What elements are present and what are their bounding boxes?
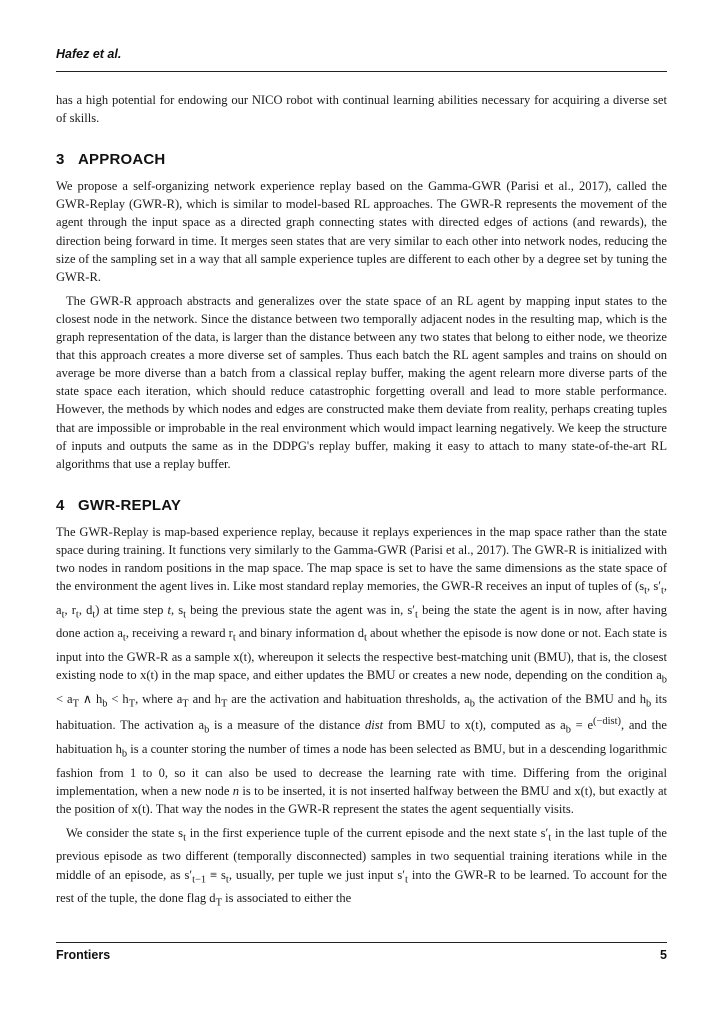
section-4-title: GWR-REPLAY <box>78 496 182 514</box>
running-header: Hafez et al. <box>56 47 122 61</box>
section-4-paragraph-1: The GWR-Replay is map-based experience replay, because it replays experiences in the map space rather than the state space during training. It functions very similarly to the Gamma-GWR (Parisi et al., 2017). The GWR-R is initialized with two nodes in random positions in the map space. The map space is set to have the same dimensions as the state space of the environment the agent lives in. Like most standard replay memories, the GWR-R receives an input of tuples of ($s_t$, $s'_t$, $a_t$, $r_t$, $d_t$) at time step t, $s_t$ being the previous state the agent was in, $s'_t$ being the state the agent is in now, after having done action $a_t$, receiving a reward $r_t$ and binary information $d_t$ about whether the episode is now done or not. Each state is input into the GWR-R as a sample x(t), whereupon it selects the respective best-matching unit (BMU), that is, the closest existing node to x(t) in the map space, and either updates the BMU or creates a new node, depending on the condition $a_b < a_T$ ∧ $h_b < h_T$, where $a_T$ and $h_T$ are the activation and habituation thresholds, $a_b$ the activation of the BMU and $h_b$ its habituation. The activation $a_b$ is a measure of the distance dist from BMU to x(t), computed as $a_b = e^{(-dist)}$, and the habituation $h_b$ is a counter storing the number of times a node has been selected as BMU, but in a descending logarithmic fashion from 1 to 0, so it can also be used to decrease the learning rate with time. Differing from the original implementation, when a new node n is to be inserted, it is not inserted halfway between the BMU and x(t), but exactly at the position of x(t). That way the nodes in the GWR-R represent the states the agent sequentially visits. <box>56 524 668 816</box>
section-3-paragraph-2: The GWR-R approach abstracts and generalizes over the state space of an RL agent by mapping input states to the closest node in the network. Since the distance between two temporally adjacent nodes in the resulting map, which is the graph representation of the data, is larger than the distance between any two states that belong to either node, we theorize that this approach creates a more diverse set of samples. Thus each batch the RL agent samples and trains on should on average be more diverse than a batch from a classical replay buffer, making the agent relearn more diverse parts of the state space each iteration, which should reduce catastrophic forgetting overall and lead to more stable performance. However, the methods by which nodes and edges are constructed make them deviate from reality, perhaps creating tuples that are impossible or improbable in the real environment which would impact learning negatively. We keep the structure of inputs and outputs the same as in the DDPG's replay buffer, making it easy to attach to many state-of-the-art RL algorithms that use a replay buffer. <box>56 293 667 471</box>
journal-name: Frontiers <box>56 948 111 962</box>
section-4-paragraph-2: We consider the state $s_t$ in the first experience tuple of the current episode and the next state $s'_t$ in the last tuple of the previous episode as two different (temporally disconnected) samples in two sequential training iterations while in the middle of an episode, as $s'_{t-1} \equiv s_t$, usually, per tuple we just input $s'_t$ into the GWR-R to be learned. To account for the rest of the tuple, the done flag $d_T$ is associated to either the <box>56 825 667 909</box>
section-3-paragraph-1: We propose a self-organizing network experience replay based on the Gamma-GWR (Parisi et al., 2017), called the GWR-Replay (GWR-R), which is similar to model-based RL approaches. The GWR-R represents the movement of the agent through the input space as a directed graph connecting states with directed edges of actions (and rewards), the direction being forward in time. It merges seen states that are very similar to each other into network nodes, reducing the size of the sampling set in a way that all sample experience tuples are different to each other by a degree set by tuning the GWR-R. <box>56 179 667 284</box>
page-number: 5 <box>660 948 667 962</box>
section-3-title: APPROACH <box>78 151 166 169</box>
footer-rule <box>56 942 667 943</box>
section-3-number: 3 <box>56 151 65 169</box>
section-3-heading <box>56 151 667 169</box>
section-4-heading <box>56 497 667 515</box>
section-4-number: 4 <box>56 496 65 514</box>
header-rule <box>56 71 667 72</box>
page-body <box>56 91 667 919</box>
intro-continuation-paragraph: has a high potential for endowing our NICO robot with continual learning abilities necessary for acquiring a diverse set of skills. <box>56 93 667 126</box>
